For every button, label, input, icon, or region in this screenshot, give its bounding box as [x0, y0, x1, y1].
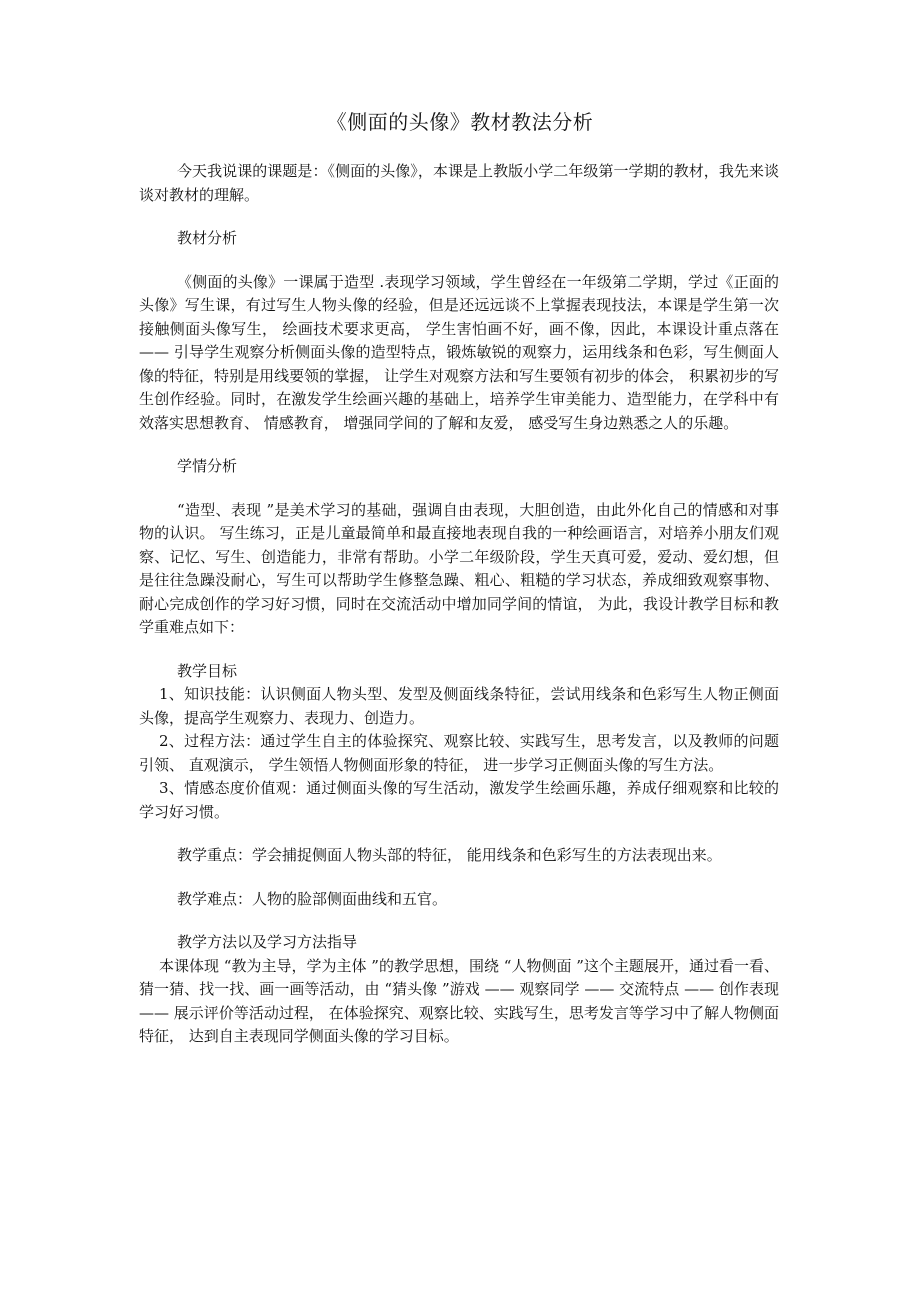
spacer [139, 479, 779, 499]
goal-process-methods: 2、过程方法：通过学生自主的体验探究、观察比较、实践写生，思考发言，以及教师的问题引领、 直观演示， 学生领悟人物侧面形象的特征， 进一步学习正侧面头像的写生方法。 [139, 732, 779, 774]
goal-knowledge-skills: 1、知识技能：认识侧面人物头型、发型及侧面线条特征，尝试用线条和色彩写生人物正侧面头像，提高学生观察力、表现力、创造力。 [139, 685, 779, 727]
difficulty-paragraph: 教学难点：人物的脸部侧面曲线和五官。 [177, 889, 448, 908]
teaching-methods-paragraph: 本课体现 “教为主导，学为主体 ”的教学思想，围绕 “人物侧面 ”这个主题展开，通过看一看、猜一猜、找一找、画一画等活动，由 “猜头像 ”游戏 —— 观察同学 —— 交流特点 —— 创作表现 —— 展示评价等活动过程， 在体验探究、观察比较、实践写生，思考发言等学习中了解人物侧面特征， 达到自主表现同学侧面头像的学习目标。 [139, 956, 779, 1045]
section-heading-student-analysis: 学情分析 [177, 457, 238, 475]
page-title: 《侧面的头像》教材教法分析 [326, 110, 594, 134]
section-heading-teaching-goals: 教学目标 [177, 661, 238, 680]
goal-emotion-values: 3、情感态度价值观：通过侧面头像的写生活动，激发学生绘画乐趣，养成仔细观察和比较的学习好习惯。 [139, 779, 779, 821]
intro-paragraph: 今天我说课的课题是：《侧面的头像》，本课是上教版小学二年级第一学期的教材，我先来谈谈对教材的理解。 [139, 162, 779, 204]
spacer [139, 435, 779, 455]
document-body [139, 160, 779, 1049]
spacer [139, 207, 779, 227]
spacer [139, 640, 779, 660]
section-heading-textbook-analysis: 教材分析 [177, 229, 238, 247]
student-analysis-paragraph: “造型、表现 ”是美术学习的基础，强调自由表现，大胆创造，由此外化自己的情感和对事物的认识。 写生练习，正是儿童最简单和最直接地表现自我的一种绘画语言，对培养小朋友们观察、记忆、写生、创造能力，非常有帮助。小学二年级阶段，学生天真可爱，爱动、爱幻想，但是往往急躁没耐心，写生可以帮助学生修整急躁、粗心、粗糙的学习状态，养成细致观察事物、耐心完成创作的学习好习惯，同时在交流活动中增加同学间的情谊， 为此，我设计教学目标和教学重难点如下： [139, 500, 779, 636]
section-heading-teaching-methods: 教学方法以及学习方法指导 [177, 933, 358, 951]
spacer [139, 868, 779, 888]
spacer [139, 824, 779, 844]
key-point-paragraph: 教学重点：学会捕捉侧面人物头部的特征， 能用线条和色彩写生的方法表现出来。 [177, 846, 722, 864]
textbook-analysis-paragraph: 《侧面的头像》一课属于造型 .表现学习领域，学生曾经在一年级第二学期，学过《正面的头像》写生课，有过写生人物头像的经验，但是还远远谈不上掌握表现技法，本课是学生第一次接触侧面头像写生， 绘画技术要求更高， 学生害怕画不好，画不像，因此，本课设计重点落在 —— 引导学生观察分析侧面头像的造型特点，锻炼敏锐的观察力，运用线条和色彩，写生侧面人像的特征，特别是用线要领的掌握， 让学生对观察方法和写生要领有初步的体会， 积累初步的写生创作经验。同时，在激发学生绘画兴趣的基础上，培养学生审美能力、造型能力，在学科中有效落实思想教育、 情感教育， 增强同学间的了解和友爱， 感受写生身边熟悉之人的乐趣。 [139, 272, 779, 432]
spacer [139, 911, 779, 931]
spacer [139, 251, 779, 271]
